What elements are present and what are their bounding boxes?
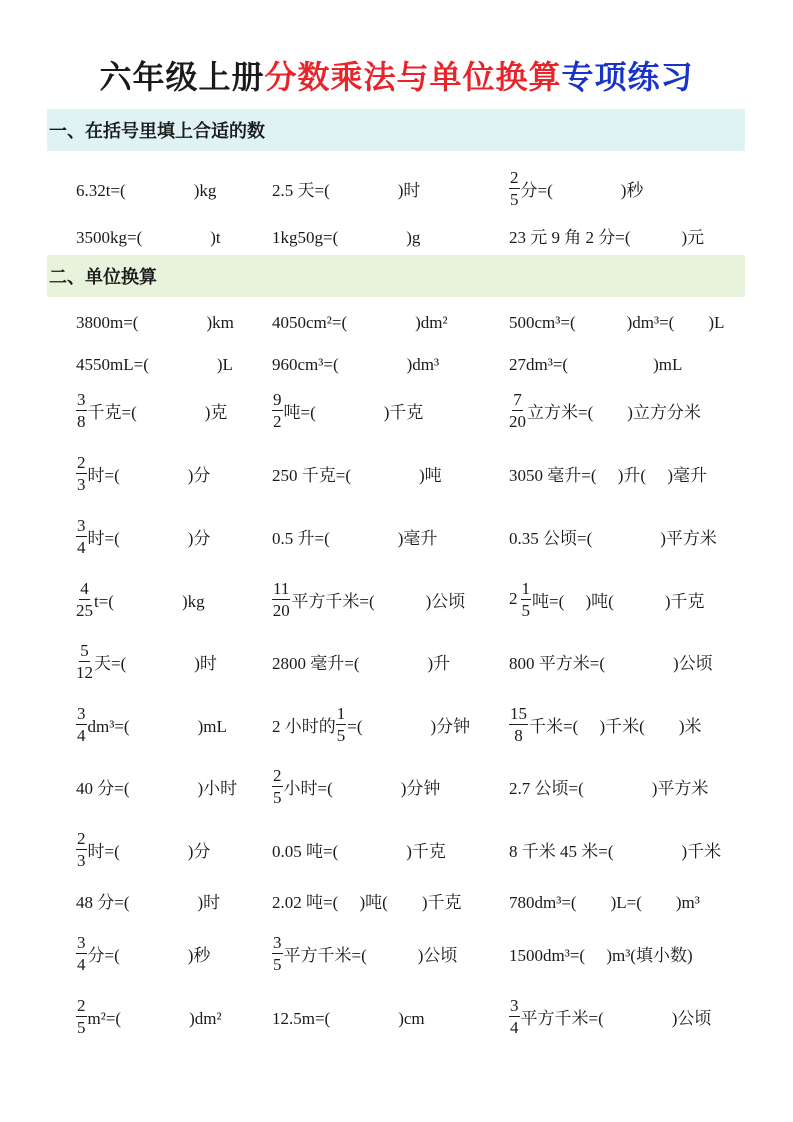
fraction bbox=[272, 767, 283, 806]
problem-item bbox=[509, 579, 704, 619]
problem-item bbox=[509, 704, 701, 744]
problem-text: 8 千米 45 米=( )千米 bbox=[509, 841, 722, 861]
problem-text: 平方千米=( )公顷 bbox=[291, 591, 466, 611]
problem-text: 千克=( )克 bbox=[87, 402, 228, 422]
fraction-denominator: 4 bbox=[77, 725, 86, 745]
problem-text: 27dm³=( )mL bbox=[509, 354, 683, 374]
fraction-numerator: 2 bbox=[77, 828, 86, 848]
problem-row bbox=[0, 220, 793, 250]
fraction bbox=[76, 830, 87, 869]
problem-text: 4550mL=( )L bbox=[76, 354, 233, 374]
problem-text: 500cm³=( )dm³=( )L bbox=[509, 312, 725, 332]
fraction-denominator: 5 bbox=[521, 600, 530, 620]
fraction bbox=[76, 997, 87, 1036]
problem-row bbox=[0, 390, 793, 430]
problem-item bbox=[509, 516, 717, 556]
problem-row bbox=[0, 168, 793, 208]
fraction-numerator: 1 bbox=[336, 703, 346, 723]
problem-item bbox=[509, 996, 711, 1036]
problem-item bbox=[76, 453, 210, 493]
problem-text: 0.5 升=( )毫升 bbox=[272, 528, 438, 548]
problem-item bbox=[272, 885, 461, 915]
problem-text: 平方千米=( )公顷 bbox=[283, 945, 458, 965]
problem-item bbox=[272, 453, 442, 493]
problem-text: 3800m=( )km bbox=[76, 312, 234, 332]
fraction-numerator: 2 bbox=[510, 167, 519, 187]
problem-text: 0.05 吨=( )千克 bbox=[272, 841, 446, 861]
problem-item bbox=[509, 305, 724, 335]
problem-text: 23 元 9 角 2 分=( )元 bbox=[509, 227, 705, 247]
problem-text: 0.35 公顷=( )平方米 bbox=[509, 528, 717, 548]
fraction bbox=[76, 934, 87, 973]
problem-item bbox=[76, 933, 210, 973]
fraction-numerator: 3 bbox=[77, 932, 86, 952]
problem-row bbox=[0, 829, 793, 869]
problem-item bbox=[272, 390, 423, 430]
title-practice: 专项练习 bbox=[561, 58, 694, 96]
section-label: 一、在括号里填上合适的数 bbox=[49, 121, 265, 142]
fraction-denominator: 20 bbox=[272, 600, 290, 620]
fraction-denominator: 3 bbox=[77, 850, 86, 870]
fraction bbox=[272, 580, 290, 619]
fraction-denominator: 5 bbox=[336, 725, 346, 745]
problem-item bbox=[76, 305, 234, 335]
problem-item bbox=[509, 641, 713, 681]
problem-item bbox=[272, 516, 437, 556]
problem-text: t=( )kg bbox=[94, 591, 205, 611]
fraction bbox=[76, 642, 93, 681]
problem-text: 立方米=( )立方分米 bbox=[527, 402, 701, 422]
problem-item bbox=[272, 168, 420, 208]
fraction-denominator: 4 bbox=[510, 1017, 519, 1037]
problem-item bbox=[272, 996, 425, 1036]
fraction-numerator: 15 bbox=[510, 703, 527, 723]
problem-row bbox=[0, 766, 793, 806]
problem-item bbox=[76, 766, 237, 806]
problem-text: 吨=( )吨( )千克 bbox=[532, 591, 705, 611]
problem-text: 小时=( )分钟 bbox=[283, 778, 441, 798]
fraction-numerator: 3 bbox=[77, 389, 86, 409]
fraction bbox=[336, 705, 347, 744]
fraction-denominator: 4 bbox=[77, 537, 86, 557]
problem-text: 2.02 吨=( )吨( )千克 bbox=[272, 892, 462, 912]
fraction bbox=[272, 934, 283, 973]
worksheet-title bbox=[0, 52, 793, 98]
fraction-numerator: 4 bbox=[80, 578, 89, 598]
fraction bbox=[521, 580, 532, 619]
title-topic: 分数乘法与单位换算 bbox=[264, 58, 562, 96]
problem-text: 时=( )分 bbox=[87, 465, 211, 485]
problem-text: 4050cm²=( )dm² bbox=[272, 312, 448, 332]
fraction-numerator: 11 bbox=[273, 578, 290, 598]
problem-item bbox=[509, 766, 708, 806]
problem-text: 3050 毫升=( )升( )毫升 bbox=[509, 465, 707, 485]
fraction-denominator: 5 bbox=[273, 954, 282, 974]
problem-text: 2 小时的 bbox=[272, 716, 336, 736]
problem-item bbox=[509, 933, 693, 973]
section-label: 二、单位换算 bbox=[49, 267, 157, 288]
fraction-denominator: 5 bbox=[273, 787, 282, 807]
fraction-denominator: 8 bbox=[514, 725, 523, 745]
problem-item bbox=[509, 829, 721, 869]
section-header-unit-conversion bbox=[47, 255, 745, 297]
problem-item bbox=[272, 829, 446, 869]
problem-item bbox=[76, 516, 210, 556]
fraction bbox=[509, 169, 520, 208]
problem-text: m²=( )dm² bbox=[87, 1008, 222, 1028]
fraction bbox=[76, 705, 87, 744]
problem-item bbox=[272, 933, 457, 973]
problem-text: =( )分钟 bbox=[347, 716, 471, 736]
problem-item bbox=[76, 885, 220, 915]
fraction-numerator: 5 bbox=[80, 640, 89, 660]
problem-row bbox=[0, 996, 793, 1036]
problem-text: 2800 毫升=( )升 bbox=[272, 653, 451, 673]
problem-text: 12.5m=( )cm bbox=[272, 1008, 425, 1028]
section-header-fill-blanks bbox=[47, 109, 745, 151]
problem-text: 250 千克=( )吨 bbox=[272, 465, 442, 485]
problem-text: 6.32t=( )kg bbox=[76, 180, 217, 200]
problem-item bbox=[509, 347, 682, 377]
problem-item bbox=[509, 220, 704, 250]
fraction-denominator: 5 bbox=[510, 189, 519, 209]
problem-item bbox=[76, 347, 233, 377]
fraction-numerator: 3 bbox=[510, 995, 519, 1015]
problem-item bbox=[272, 641, 450, 681]
problem-text: dm³=( )mL bbox=[87, 716, 227, 736]
fraction bbox=[76, 517, 87, 556]
problem-text: 1kg50g=( )g bbox=[272, 227, 421, 247]
problem-row bbox=[0, 704, 793, 744]
problem-item bbox=[272, 579, 465, 619]
problem-row bbox=[0, 516, 793, 556]
problem-item bbox=[272, 305, 448, 335]
problem-row bbox=[0, 305, 793, 335]
fraction bbox=[76, 454, 87, 493]
fraction-numerator: 7 bbox=[513, 389, 522, 409]
problem-row bbox=[0, 347, 793, 377]
fraction-numerator: 2 bbox=[77, 452, 86, 472]
problem-text: 天=( )时 bbox=[94, 653, 217, 673]
problem-item bbox=[272, 766, 440, 806]
problem-row bbox=[0, 579, 793, 619]
fraction-denominator: 25 bbox=[76, 600, 93, 620]
problem-item bbox=[76, 390, 227, 430]
problem-item bbox=[76, 996, 222, 1036]
fraction-numerator: 1 bbox=[521, 578, 530, 598]
fraction-numerator: 3 bbox=[77, 515, 86, 535]
problem-text: 3500kg=( )t bbox=[76, 227, 221, 247]
fraction-numerator: 3 bbox=[273, 932, 282, 952]
problem-item bbox=[76, 168, 216, 208]
fraction-denominator: 12 bbox=[76, 662, 93, 682]
fraction bbox=[76, 391, 87, 430]
fraction bbox=[76, 580, 93, 619]
problem-text: 48 分=( )时 bbox=[76, 892, 221, 912]
problem-row bbox=[0, 933, 793, 973]
problem-item bbox=[272, 704, 470, 744]
problem-text: 1500dm³=( )m³(填小数) bbox=[509, 945, 693, 965]
fraction-numerator: 3 bbox=[77, 703, 86, 723]
problem-item bbox=[272, 347, 439, 377]
mixed-number-whole: 2 bbox=[509, 589, 518, 608]
title-grade: 六年级上册 bbox=[99, 58, 265, 96]
fraction-numerator: 9 bbox=[273, 389, 282, 409]
fraction-denominator: 3 bbox=[77, 474, 86, 494]
fraction bbox=[272, 391, 283, 430]
problem-text: 800 平方米=( )公顷 bbox=[509, 653, 713, 673]
fraction-numerator: 2 bbox=[273, 765, 282, 785]
problem-text: 分=( )秒 bbox=[87, 945, 211, 965]
fraction-denominator: 4 bbox=[77, 954, 86, 974]
problem-item bbox=[509, 168, 643, 208]
fraction-numerator: 2 bbox=[77, 995, 86, 1015]
problem-text: 千米=( )千米( )米 bbox=[529, 716, 702, 736]
problem-item bbox=[76, 579, 205, 619]
problem-item bbox=[76, 704, 227, 744]
fraction bbox=[509, 705, 528, 744]
problem-item bbox=[76, 641, 217, 681]
problem-text: 时=( )分 bbox=[87, 841, 211, 861]
fraction-denominator: 5 bbox=[77, 1017, 86, 1037]
problem-row bbox=[0, 453, 793, 493]
problem-text: 时=( )分 bbox=[87, 528, 211, 548]
fraction-denominator: 2 bbox=[273, 411, 282, 431]
problem-item bbox=[509, 390, 701, 430]
fraction-denominator: 8 bbox=[77, 411, 86, 431]
problem-item bbox=[76, 220, 221, 250]
problem-text: 吨=( )千克 bbox=[283, 402, 424, 422]
problem-text: 40 分=( )小时 bbox=[76, 778, 238, 798]
fraction bbox=[509, 997, 520, 1036]
problem-text: 2.5 天=( )时 bbox=[272, 180, 421, 200]
problem-item bbox=[272, 220, 420, 250]
problem-row bbox=[0, 641, 793, 681]
problem-item bbox=[509, 453, 707, 493]
problem-text: 780dm³=( )L=( )m³ bbox=[509, 892, 700, 912]
problem-text: 960cm³=( )dm³ bbox=[272, 354, 440, 374]
problem-text: 2.7 公顷=( )平方米 bbox=[509, 778, 709, 798]
problem-item bbox=[76, 829, 210, 869]
fraction bbox=[509, 391, 526, 430]
problem-row bbox=[0, 885, 793, 915]
problem-text: 平方千米=( )公顷 bbox=[520, 1008, 712, 1028]
fraction-denominator: 20 bbox=[509, 411, 526, 431]
problem-item bbox=[509, 885, 700, 915]
problem-text: 分=( )秒 bbox=[520, 180, 644, 200]
